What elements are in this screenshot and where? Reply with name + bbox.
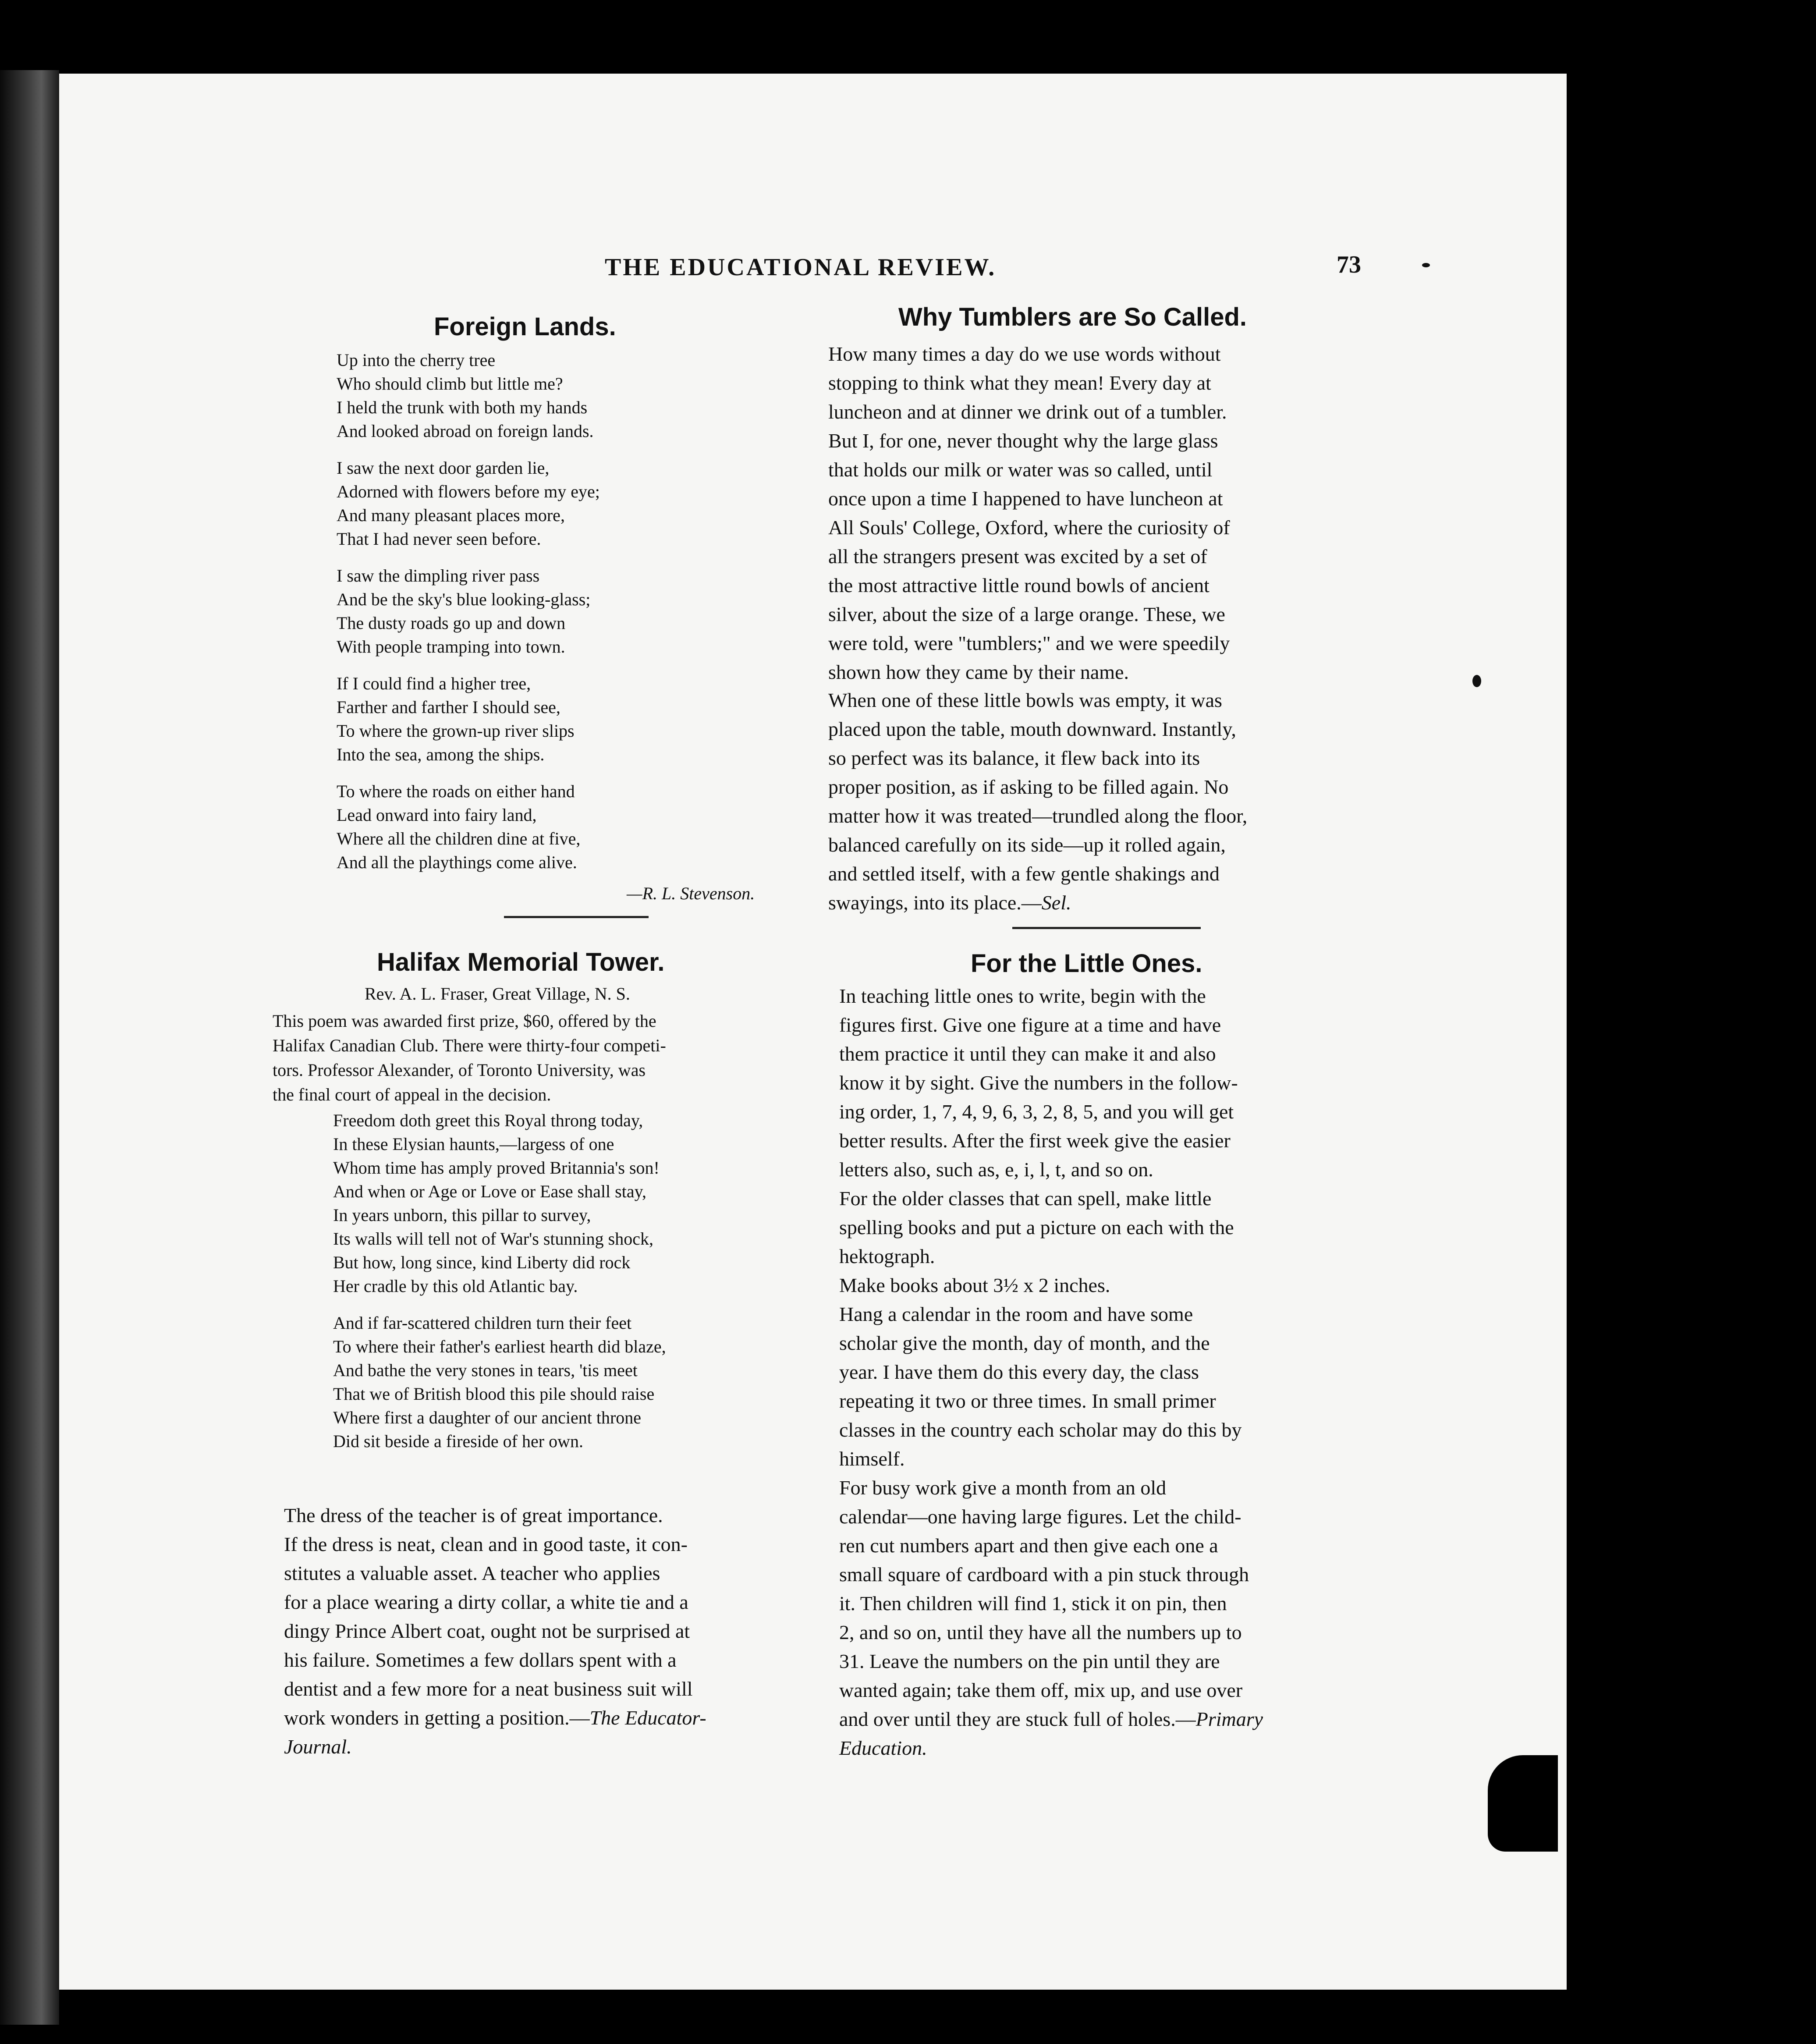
text-line: and over until they are stuck full of holes.—Primary	[839, 1708, 1263, 1730]
foreign-lands-attribution: —R. L. Stevenson.	[627, 884, 755, 903]
text-line: better results. After the first week give the easier	[839, 1129, 1231, 1152]
poem-line: Lead onward into fairy land,	[337, 805, 537, 825]
text-line: How many times a day do we use words without	[828, 343, 1221, 365]
text-line: proper position, as if asking to be filled again. No	[828, 776, 1229, 798]
poem-line: The dusty roads go up and down	[337, 613, 566, 633]
source-attribution: Primary	[1195, 1708, 1263, 1730]
text-line: classes in the country each scholar may do this by	[839, 1419, 1242, 1441]
poem-line: I held the trunk with both my hands	[337, 397, 588, 417]
section-divider	[504, 916, 649, 918]
text-line: once upon a time I happened to have luncheon at	[828, 487, 1223, 510]
poem-line: To where the roads on either hand	[337, 781, 575, 801]
text-line: 31. Leave the numbers on the pin until they are	[839, 1650, 1220, 1672]
halifax-intro	[273, 1009, 666, 1107]
text-line: The dress of the teacher is of great importance.	[284, 1504, 663, 1526]
poem-line: Where first a daughter of our ancient throne	[333, 1408, 642, 1427]
poem-line: And bathe the very stones in tears, 'tis meet	[333, 1360, 638, 1380]
ink-speck	[1422, 263, 1430, 267]
scan-background	[1567, 74, 1816, 2044]
text-line: ing order, 1, 7, 4, 9, 6, 3, 2, 8, 5, and you will get	[839, 1100, 1234, 1123]
text-line: figures first. Give one figure at a time and have	[839, 1014, 1221, 1036]
poem-line: Whom time has amply proved Britannia's son!	[333, 1158, 660, 1178]
text-line: In teaching little ones to write, begin with the	[839, 985, 1206, 1007]
text-line: Make books about 3½ x 2 inches.	[839, 1274, 1110, 1296]
text-line: letters also, such as, e, i, l, t, and so on.	[839, 1158, 1153, 1181]
poem-stanza	[333, 1311, 666, 1453]
poem-line: And be the sky's blue looking-glass;	[337, 589, 591, 609]
text-line: stopping to think what they mean! Every day at	[828, 372, 1211, 394]
text-line: were told, were "tumblers;" and we were speedily	[828, 632, 1230, 654]
text-line: dentist and a few more for a neat business suit will	[284, 1678, 693, 1700]
page-corner-shadow	[1488, 1755, 1558, 1852]
text-line: all the strangers present was excited by a set of	[828, 545, 1207, 568]
text-line: For busy work give a month from an old	[839, 1476, 1167, 1499]
text-line: 2, and so on, until they have all the numbers up to	[839, 1621, 1242, 1643]
running-title: THE EDUCATIONAL REVIEW.	[605, 254, 997, 281]
text-line: year. I have them do this every day, the class	[839, 1361, 1199, 1383]
poem-line: I saw the next door garden lie,	[337, 458, 550, 478]
poem-line: That I had never seen before.	[337, 529, 541, 549]
poem-line: With people tramping into town.	[337, 637, 565, 656]
text-line: But I, for one, never thought why the large glass	[828, 429, 1218, 452]
text-line: that holds our milk or water was so called, until	[828, 458, 1213, 481]
poem-line: Farther and farther I should see,	[337, 697, 560, 717]
poem-line: Who should climb but little me?	[337, 374, 563, 394]
poem-stanza	[337, 348, 600, 443]
text-line: ren cut numbers apart and then give each one a	[839, 1534, 1218, 1557]
text-line: himself.	[839, 1448, 905, 1470]
poem-stanza	[337, 564, 600, 659]
text-line: and settled itself, with a few gentle shakings and	[828, 862, 1220, 885]
text-line	[839, 1734, 1263, 1763]
poem-line: And when or Age or Love or Ease shall stay,	[333, 1182, 646, 1201]
text-line: dingy Prince Albert coat, ought not be surprised at	[284, 1620, 690, 1642]
text-line: matter how it was treated—trundled along the floor,	[828, 805, 1248, 827]
intro-line: tors. Professor Alexander, of Toronto University, was	[273, 1060, 646, 1080]
intro-line: This poem was awarded first prize, $60, offered by the	[273, 1011, 656, 1031]
poem-line: And if far-scattered children turn their feet	[333, 1313, 632, 1333]
poem-line: In years unborn, this pillar to survey,	[333, 1205, 591, 1225]
poem-line: Adorned with flowers before my eye;	[337, 482, 600, 501]
poem-line: I saw the dimpling river pass	[337, 566, 540, 586]
text-line: stitutes a valuable asset. A teacher who applies	[284, 1562, 660, 1584]
little-ones-paragraphs	[839, 982, 1263, 1763]
halifax-title: Halifax Memorial Tower.	[377, 948, 665, 976]
text-line	[284, 1732, 706, 1761]
poem-line: And many pleasant places more,	[337, 505, 565, 525]
text-line: All Souls' College, Oxford, where the curiosity of	[828, 516, 1230, 539]
poem-line: Freedom doth greet this Royal throng today,	[333, 1111, 643, 1130]
text-line: placed upon the table, mouth downward. Instantly,	[828, 718, 1236, 740]
little-ones-title: For the Little Ones.	[971, 949, 1202, 978]
text-line: When one of these little bowls was empty, it was	[828, 689, 1222, 711]
source-attribution: Journal.	[284, 1735, 352, 1758]
halifax-poem	[333, 1109, 666, 1466]
text-line: repeating it two or three times. In small primer	[839, 1390, 1216, 1412]
text-line: For the older classes that can spell, make little	[839, 1187, 1212, 1210]
text-line: calendar—one having large figures. Let the child-	[839, 1505, 1241, 1528]
source-attribution: The Educator-	[589, 1707, 706, 1729]
text-line: luncheon and at dinner we drink out of a tumbler.	[828, 401, 1227, 423]
intro-line: the final court of appeal in the decision.	[273, 1085, 551, 1104]
text-line: his failure. Sometimes a few dollars spent with a	[284, 1649, 677, 1671]
text-line: small square of cardboard with a pin stuck through	[839, 1563, 1249, 1586]
section-divider	[1012, 927, 1201, 929]
text-line: scholar give the month, day of month, and the	[839, 1332, 1210, 1354]
book-binding-edge	[0, 70, 59, 2025]
text-line: it. Then children will find 1, stick it on pin, then	[839, 1592, 1227, 1615]
tumblers-title: Why Tumblers are So Called.	[898, 303, 1247, 331]
poem-line: To where the grown-up river slips	[337, 721, 575, 741]
text-line: spelling books and put a picture on each with the	[839, 1216, 1234, 1238]
text-line: know it by sight. Give the numbers in the follow-	[839, 1072, 1238, 1094]
tumblers-paragraph-2	[828, 686, 1247, 917]
source-attribution: Education.	[839, 1737, 927, 1759]
text-line: the most attractive little round bowls of ancient	[828, 574, 1209, 596]
poem-stanza	[337, 672, 600, 766]
intro-line: Halifax Canadian Club. There were thirty-four competi-	[273, 1036, 666, 1055]
poem-line: Her cradle by this old Atlantic bay.	[333, 1276, 578, 1296]
foreign-lands-poem	[337, 348, 600, 887]
dress-paragraph	[284, 1501, 706, 1761]
text-line: Hang a calendar in the room and have some	[839, 1303, 1193, 1325]
poem-line: Into the sea, among the ships.	[337, 745, 545, 764]
poem-line: In these Elysian haunts,—largess of one	[333, 1134, 614, 1154]
poem-line: To where their father's earliest hearth did blaze,	[333, 1337, 666, 1356]
poem-line: But how, long since, kind Liberty did rock	[333, 1253, 631, 1272]
poem-stanza	[333, 1109, 666, 1298]
poem-line: Where all the children dine at five,	[337, 829, 581, 848]
poem-line: And looked abroad on foreign lands.	[337, 421, 594, 441]
source-attribution: Sel.	[1041, 891, 1071, 914]
text-line: swayings, into its place.—Sel.	[828, 891, 1071, 914]
page-number: 73	[1337, 251, 1361, 278]
text-line: wanted again; take them off, mix up, and use over	[839, 1679, 1243, 1701]
text-line: shown how they came by their name.	[828, 661, 1129, 683]
poem-line: If I could find a higher tree,	[337, 674, 531, 693]
poem-stanza	[337, 456, 600, 551]
text-line: them practice it until they can make it and also	[839, 1043, 1216, 1065]
poem-line: And all the playthings come alive.	[337, 852, 577, 872]
poem-line: That we of British blood this pile should raise	[333, 1384, 655, 1404]
ink-speck	[1472, 675, 1481, 687]
poem-stanza	[337, 780, 600, 874]
text-line: balanced carefully on its side—up it rolled again,	[828, 834, 1226, 856]
poem-line: Did sit beside a fireside of her own.	[333, 1431, 583, 1451]
halifax-byline: Rev. A. L. Fraser, Great Village, N. S.	[365, 984, 630, 1004]
text-line: work wonders in getting a position.—The Educator-	[284, 1707, 706, 1729]
text-line: hektograph.	[839, 1245, 935, 1267]
tumblers-paragraph-1	[828, 340, 1230, 687]
foreign-lands-title: Foreign Lands.	[434, 312, 616, 341]
text-line: so perfect was its balance, it flew back into its	[828, 747, 1200, 769]
poem-line: Its walls will tell not of War's stunning shock,	[333, 1229, 653, 1249]
text-line: silver, about the size of a large orange. These, we	[828, 603, 1225, 625]
poem-line: Up into the cherry tree	[337, 350, 496, 370]
text-line: for a place wearing a dirty collar, a white tie and a	[284, 1591, 688, 1613]
text-line: If the dress is neat, clean and in good taste, it con-	[284, 1533, 688, 1555]
